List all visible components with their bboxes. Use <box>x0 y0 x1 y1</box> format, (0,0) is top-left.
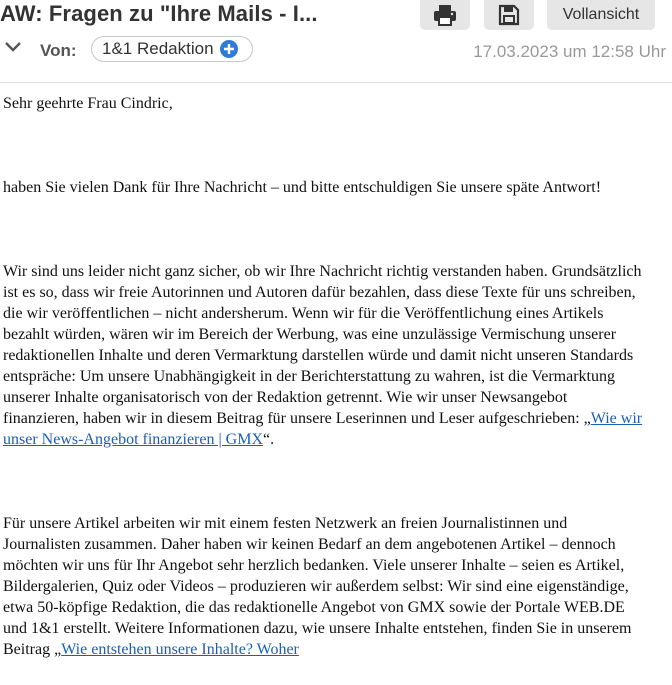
greeting: Sehr geehrte Frau Cindric, <box>3 95 173 112</box>
mail-body <box>3 93 645 660</box>
sender-row <box>0 36 672 64</box>
mail-header <box>0 0 672 83</box>
mail-subject: AW: Fragen zu "Ihre Mails - I... <box>0 1 318 26</box>
paragraph-2 <box>3 261 645 450</box>
printer-icon <box>433 4 457 26</box>
print-button[interactable] <box>420 0 470 30</box>
financing-article-link[interactable]: Wie wir unser News-Angebot finanzieren | GMX <box>3 410 643 448</box>
save-button[interactable] <box>484 0 534 30</box>
chevron-down-icon[interactable] <box>4 40 22 54</box>
sender-chip[interactable] <box>91 36 253 62</box>
add-contact-icon[interactable] <box>220 40 238 58</box>
content-article-link[interactable]: Wie entstehen unsere Inhalte? Woher <box>61 641 299 658</box>
floppy-disk-icon <box>498 4 520 26</box>
sender-name: 1&1 Redaktion <box>102 39 214 58</box>
paragraph-1: haben Sie vielen Dank für Ihre Nachricht – und bitte entschuldigen Sie unsere späte Antwort! <box>3 179 602 196</box>
mail-date: 17.03.2023 um 12:58 Uhr <box>473 42 666 61</box>
paragraph-2-end: “. <box>263 431 275 448</box>
paragraph-3 <box>3 513 645 660</box>
fullview-button[interactable]: Vollansicht <box>547 0 655 30</box>
paragraph-3-text: Für unsere Artikel arbeiten wir mit einem festen Netzwerk an freien Journalistinnen und Journalisten zusammen. Daher haben wir keinen Bedarf an dem angebotenen Artikel – dennoch möchten wir uns für Ihr Angebot sehr herzlich bedanken. Viele unserer Inhalte – seien es Artikel, Bildergalerien, Quiz oder Videos – produzieren wir außerdem selbst: Wir sind eine eigenständige, etwa 50-köpfige Redaktion, die das redaktionelle Angebot von GMX sowie der Portale WEB.DE und 1&1 erstellt. Weitere Informationen dazu, wie unsere Inhalte entstehen, finden Sie in unserem Beitrag „ <box>3 515 632 658</box>
from-label: Von: <box>40 41 77 60</box>
paragraph-2-text: Wir sind uns leider nicht ganz sicher, ob wir Ihre Nachricht richtig verstanden haben. Grundsätzlich ist es so, dass wir freie Autorinnen und Autoren dafür bezahlen, dass diese Texte für uns schreiben, die wir veröffentlichen – nicht andersherum. Wenn wir für die Veröffentlichung eines Artikels bezahlt würden, wären wir im Bereich der Werbung, was eine unzulässige Vermischung unserer redaktionellen Inhalte und deren Vermarktung darstellen würde und damit nicht unseren Standards entspräche: Um unsere Unabhängigkeit in der Berichterstattung zu wahren, ist die Vermarktung unserer Inhalte organisatorisch von der Redaktion getrennt. Wie wir unser Newsangebot finanzieren, haben wir in diesem Beitrag für unsere Leserinnen und Leser aufgeschrieben: „ <box>3 263 642 427</box>
